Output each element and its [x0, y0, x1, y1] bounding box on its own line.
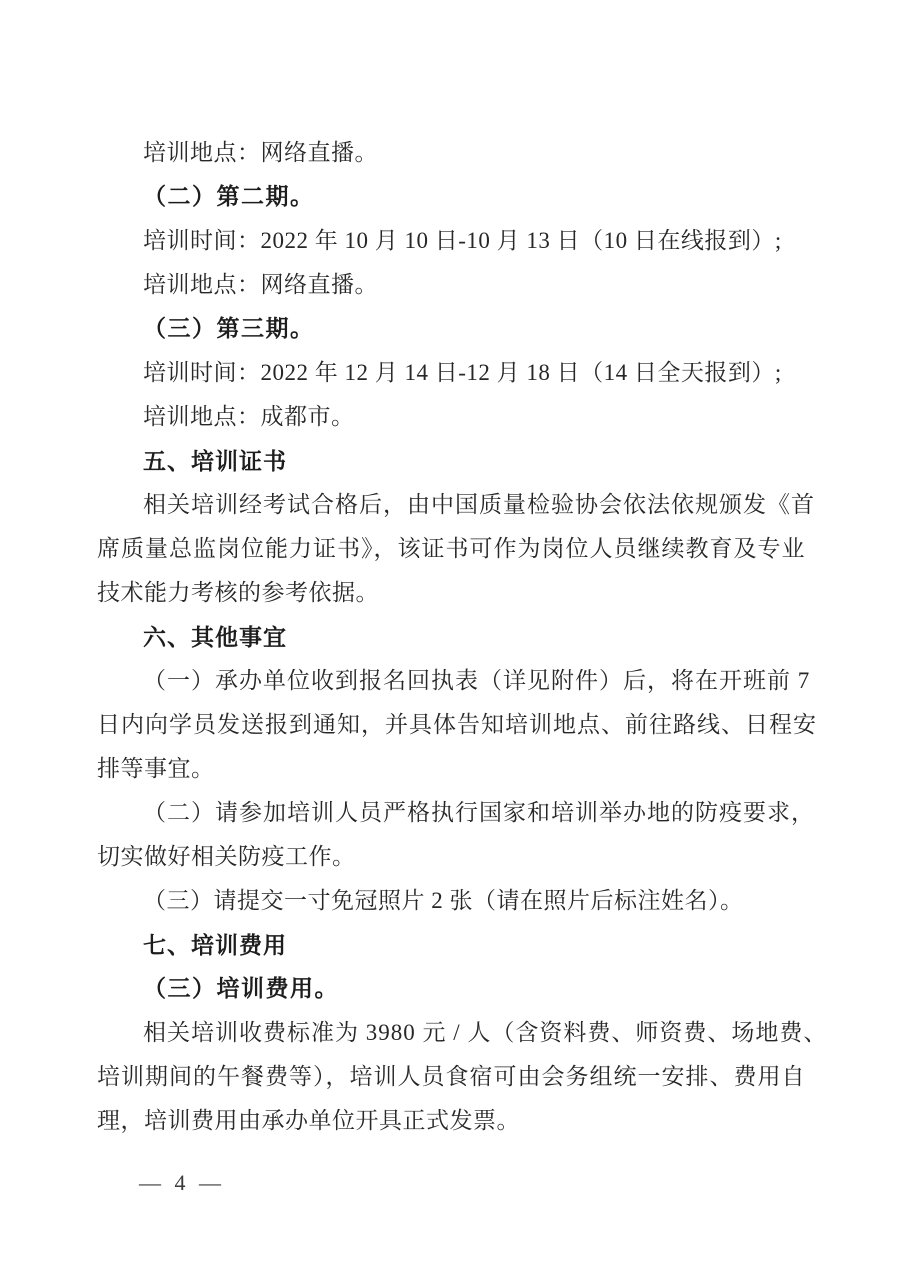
document-line: 技术能力考核的参考依据。	[97, 580, 379, 605]
document-body	[97, 131, 828, 1143]
document-line: 相关培训收费标准为 3980 元 / 人（含资料费、师资费、场地费、	[143, 1020, 828, 1045]
document-line: 日内向学员发送报到通知，并具体告知培训地点、前往路线、日程安	[97, 712, 817, 737]
document-line: 六、其他事宜	[143, 624, 287, 650]
document-line: （二）请参加培训人员严格执行国家和培训举办地的防疫要求，	[143, 800, 815, 825]
document-line: 排等事宜。	[97, 756, 215, 781]
document-line: （三）培训费用。	[143, 976, 339, 1001]
page-footer	[139, 1161, 225, 1205]
document-line: 培训地点：成都市。	[143, 404, 355, 429]
document-line: 五、培训证书	[143, 448, 287, 474]
document-line: 培训地点：网络直播。	[143, 140, 378, 165]
document-line: （三）请提交一寸免冠照片 2 张（请在照片后标注姓名）。	[143, 888, 744, 913]
document-line: （三）第三期。	[143, 316, 315, 341]
page-number: — 4 —	[139, 1170, 225, 1195]
document-line: 切实做好相关防疫工作。	[97, 844, 356, 869]
document-line: 培训时间：2022 年 10 月 10 日-10 月 13 日（10 日在线报到）;	[143, 228, 782, 253]
document-line: 培训地点：网络直播。	[143, 272, 378, 297]
document-line: 相关培训经考试合格后，由中国质量检验协会依法依规颁发《首	[143, 492, 815, 517]
document-line: （一）承办单位收到报名回执表（详见附件）后，将在开班前 7	[143, 668, 811, 693]
document-line: 培训时间：2022 年 12 月 14 日-12 月 18 日（14 日全天报到）;	[143, 360, 782, 385]
document-line: 理，培训费用由承办单位开具正式发票。	[97, 1108, 520, 1133]
document-line: 七、培训费用	[143, 932, 287, 958]
document-line: 席质量总监岗位能力证书》，该证书可作为岗位人员继续教育及专业	[97, 536, 806, 561]
document-line: 培训期间的午餐费等），培训人员食宿可由会务组统一安排、费用自	[97, 1064, 806, 1089]
document-line: （二）第二期。	[143, 184, 315, 209]
